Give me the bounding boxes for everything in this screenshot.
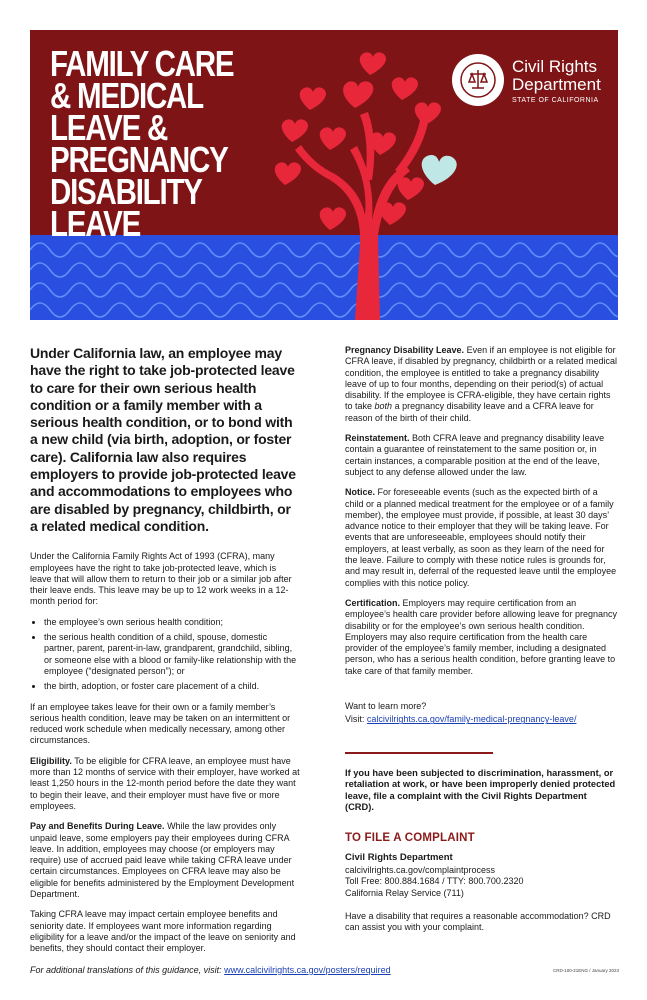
pdl-paragraph (345, 345, 617, 424)
eligibility-text: To be eligible for CFRA leave, an employee must have more than 12 months of service with their employer, have worked at least 1,250 hours in the 12-month period before the date they want to begin their leave, and their employer must have five or more employees. (30, 755, 300, 811)
reinstatement-label: Reinstatement. (345, 433, 410, 444)
reinstatement-paragraph (345, 433, 617, 478)
org-name: Civil Rights Department (345, 851, 453, 863)
certification-label: Certification. (345, 597, 401, 608)
page-title: FAMILY CARE & MEDICAL LEAVE & PREGNANCY DISABILITY LEAVE (50, 43, 234, 244)
crd-logo (450, 52, 615, 122)
hero-banner (30, 30, 618, 320)
eligibility-paragraph (30, 756, 300, 812)
cfra-reasons-list (30, 617, 300, 693)
pay-paragraph (30, 821, 300, 900)
left-column (30, 345, 300, 963)
notice-label: Notice. (345, 487, 376, 498)
lead-paragraph: Under California law, an employee may have the right to take job-protected leave to care for their own serious health condition or a family member with a serious health condition, or to bond with a new child (via birth, adoption, or foster care). California law also requires employers to provide job-protected leave and accommodations to employees who are disabled by pregnancy, childbirth, or a related medical condition. (30, 345, 296, 534)
document-code: CRD-100-21ENG / January 2023 (553, 968, 620, 973)
visit-label: Visit: (345, 714, 365, 725)
notice-text: For foreseeable events (such as the expected birth of a child or a planned medical treatment for the employee or of a family member), the employee must provide, if possible, at least 30 days’ advance notice to their employer that they will be taking leave. For events that are unforeseeable, employees should notify their employers, at least verbally, as soon as they learn of the need for the leave. Failure to comply with these notice rules is grounds for, and may result in, deferral of the requested leave until the employee complies with this notice policy. (345, 487, 617, 588)
eligibility-label: Eligibility. (30, 755, 72, 766)
hero-blue-band (30, 235, 618, 320)
seniority-paragraph: Taking CFRA leave may impact certain employee benefits and seniority date. If employees want more information regarding eligibility for a leave and/or the impact of the leave on seniority and benefits, they should contact their employer. (30, 909, 296, 954)
learn-more-link[interactable]: calcivilrights.ca.gov/family-medical-pregnancy-leave/ (366, 714, 577, 725)
list-item: • the serious health condition of a child, spouse, domestic partner, parent, parent-in-law, grandparent, grandchild, sibling, or someone else with a blood or family-like relationship with the employee (“designated person”); or (44, 632, 300, 677)
footer (30, 965, 391, 975)
divider (345, 752, 493, 754)
accommodation-paragraph: Have a disability that requires a reasonable accommodation? CRD can assist you with your complaint. (345, 911, 611, 933)
logo-name: Civil Rights Department (512, 57, 601, 94)
file-complaint-heading: TO FILE A COMPLAINT (345, 831, 475, 844)
reinstatement-text: Both CFRA leave and pregnancy disability leave contain a guarantee of reinstatement to the same position or, in certain instances, a comparable position at the end of the leave, subject to any defense allowed under the law. (345, 433, 605, 477)
state-seal-icon (450, 52, 506, 108)
pdl-text-b: a pregnancy disability leave and a CFRA leave for reason of the birth of their child. (345, 401, 594, 423)
list-item: • the employee’s own serious health condition; (44, 617, 300, 628)
complaint-process-link[interactable]: calcivilrights.ca.gov/complaintprocess (345, 864, 496, 875)
translations-link[interactable]: www.calcivilrights.ca.gov/posters/required (224, 965, 391, 975)
footer-text: For additional translations of this guidance, visit: (30, 965, 222, 975)
cfra-intro: Under the California Family Rights Act of 1993 (CFRA), many employees have the right to take job-protected leave, which is leave that will allow them to return to their job or a similar job after their leave ends. This leave may be up to 12 work weeks in a 12-month period for: (30, 551, 292, 607)
complaint-callout: If you have been subjected to discrimination, harassment, or retaliation at work, or have been improperly denied protected leave, file a complaint with the Civil Rights Department (CRD). (345, 767, 616, 813)
logo-state: STATE OF CALIFORNIA (512, 97, 599, 104)
learn-more-line (345, 714, 617, 725)
certification-paragraph (345, 598, 617, 677)
relay-service: California Relay Service (711) (345, 887, 464, 898)
certification-text: Employers may require certification from an employee’s health care provider before allowing leave for pregnancy disability or for the employee’s own serious health condition. Employers may also require certification from the health care provider of the employee’s family member, including a designated person, who has a serious health condition, before granting leave to take care of that family member. (345, 597, 617, 676)
pdl-text-a: Even if an employee is not eligible for CFRA leave, if disabled by pregnancy, childbirth or a related medical condition, the employee is entitled to take a pregnancy disability leave of up to four months, depending on their period(s) of actual disability. If the employee is CFRA-eligible, they have certain rights to take (345, 345, 617, 412)
list-item: • the birth, adoption, or foster care placement of a child. (44, 681, 300, 692)
pdl-label: Pregnancy Disability Leave. (345, 345, 465, 355)
intermittent-paragraph: If an employee takes leave for their own or a family member’s serious health condition, leave may be taken on an intermittent or reduced work schedule when medically necessary, among other circumstances. (30, 701, 291, 746)
phone-numbers: Toll Free: 800.884.1684 / TTY: 800.700.2320 (345, 876, 524, 887)
pdl-emphasis: both (374, 401, 393, 412)
learn-more-heading: Want to learn more? (345, 701, 427, 712)
pay-text: While the law provides only unpaid leave, some employers pay their employees during CFRA leave. In addition, employees may choose (or employers may require) use of accrued paid leave while taking CFRA leave under certain circumstances. Employees on CFRA leave may also be eligible for benefits administered by the Employment Development Department. (30, 821, 295, 899)
notice-paragraph (345, 487, 617, 589)
pay-label: Pay and Benefits During Leave. (30, 821, 165, 832)
right-column (345, 345, 617, 943)
contact-block (345, 865, 617, 900)
